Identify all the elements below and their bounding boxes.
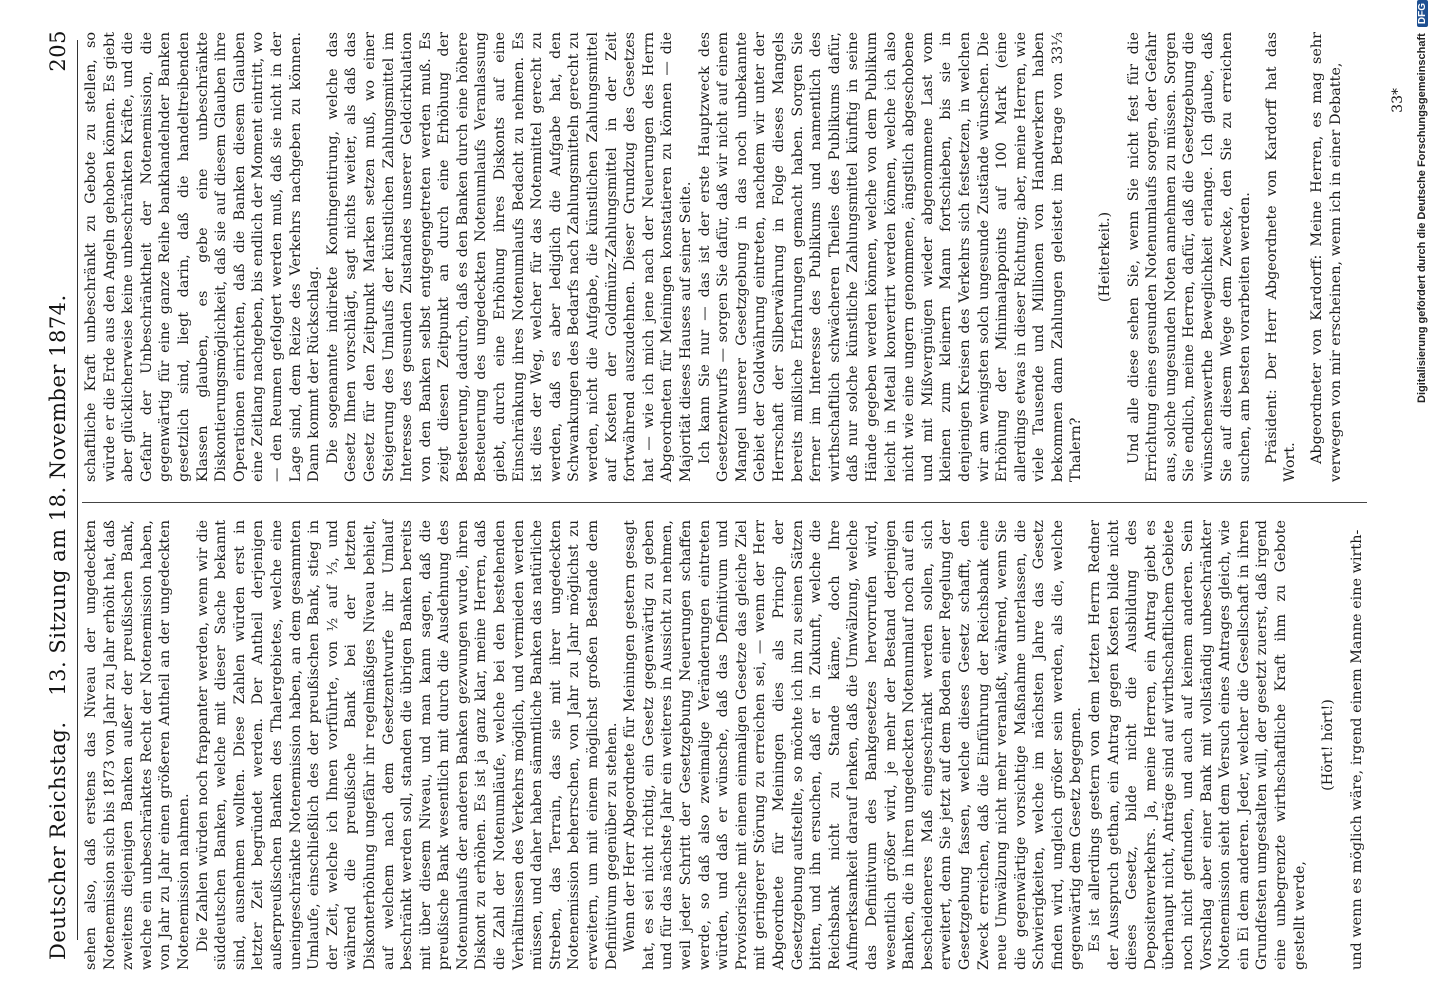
header-rule xyxy=(77,40,78,940)
left-column xyxy=(82,520,1366,970)
paragraph: Und alle diese sehen Sie, wenn Sie nicht fest für die Errichtung eines gesunden Notenumlaufs sorgen, der Gefahr aus, solche ungesunden Noten annehmen zu müssen. Sorgen Sie endlich, meine Herren, dafür, daß die Gesetzgebung die wünschenswerthe Beweglichkeit erlange. Ich glaube, daß Sie auf diesem Wege dem Zwecke, den Sie zu erreichen suchen, am besten vorarbeiten werden. xyxy=(1125,32,1254,482)
paragraph: Abgeordneter von Kardorff: Meine Herren, es mag sehr verwegen von mir erscheinen, wenn ich in einer Debatte, xyxy=(1309,32,1344,482)
paragraph: Präsident: Der Herr Abgeordnete von Kardorff hat das Wort. xyxy=(1263,32,1299,482)
paragraph: sehen also, daß erstens das Niveau der ungedeckten Notenemission sich bis 1873 von Jahr zu Jahr erhöht hat, daß zweitens diejenigen Banken außer der preußischen Bank, welche ein unbeschränktes Recht der Notenemission haben, von Jahr zu Jahr einen größeren Antheil an der ungedeckten Notenemission nahmen. xyxy=(83,520,192,970)
paragraph: Wenn der Herr Abgeordnete für Meiningen gestern gesagt hat, es sei nicht richtig, ein Gesetz gegenwärtig zu geben und für das nächste Jahr ein weiteres in Aussicht zu nehmen, weil jeder Schritt der Gesetzgebung Neuerungen schaffen werde, so daß also zweimalige Veränderungen eintreten würden, und daß er wünsche, daß das Definitivum und Provisorische mit einem einmaligen Gesetze das gleiche Ziel mit geringerer Störung zu erreichen sei, — wenn der Herr Abgeordnete für Meiningen dies als Princip der Gesetzgebung aufstellte, so möchte ich ihn zu seinen Sätzen bitten, und ihn ersuchen, daß er in Zukunft, welche die Reichsbank nicht zu Stande käme, doch Ihre Aufmerksamkeit darauf lenken, daß die Umwälzung, welche das Definitivum des Bankgesetzes hervorrufen wird, wesentlich größer wird, je mehr der Bestand derjenigen Banken, die in ihren ungedeckten Notenumlauf noch auf ein bescheideneres Maß eingeschränkt werden sollen, sich erweitert, denn Sie jetzt auf dem Boden einer Regelung der Gesetzgebung fassen, welche dieses Gesetz schafft, den Zweck erreichen, daß die Einführung der Reichsbank eine neue Umwälzung nicht mehr veranlaßt, während, wenn Sie die gegenwärtige vorsichtige Maßnahme unterlassen, die Schwierigkeiten, welche im nächsten Jahre das Gesetz finden wird, ungleich größer sein werden, als die, welche gegenwärtig dem Gesetz begegnen. xyxy=(622,520,1085,970)
paragraph: Es ist allerdings gestern von dem letzten Herrn Redner der Ausspruch gethan, ein Antrag gegen Kosten bilde nicht dieses Gesetz, bilde nicht die Ausbildung des Depositenverkehrs. Ja, meine Herren, ein Antrag giebt es überhaupt nicht, Anträge sind auf wirthschaftlichem Gebiete noch nicht gefunden, und auch auf keinem anderen. Sein Vorschlag aber einer Bank mit vollständig unbeschränkter Notenemission sieht dem Versuch eines Antrages gleich, wie ein Ei dem anderen. Jeder, welcher die Gesellschaft in ihren Grundfesten umgestalten will, der gesetzt zuerst, daß irgend eine unbegrenzte wirthschaftliche Kraft ihm zu Gebote gestellt werde, xyxy=(1087,520,1308,970)
header-session: 13. Sitzung am 18. November 1874. xyxy=(46,294,70,696)
digitization-note xyxy=(1416,0,1432,1000)
paragraph: Ich kann Sie nur — das ist der erste Hauptzweck des Gesetzentwurfs — sorgen Sie dafür, daß wir nicht auf einem Mangel unserer Gesetzgebung in das noch unbekannte Gebiet der Goldwährung eintreten, nachdem wir unter der Herrschaft der Silberwährung in Folge dieses Mangels bereits mißliche Erfahrungen gemacht haben. Sorgen Sie ferner im Interesse des Publikums und namentlich des wirthschaftlich schwächeren Theiles des Publikums dafür, daß nur solche künstliche Zahlungsmittel künftig in seine Hände gegeben werden können, welche von dem Publikum leicht in Metall konvertirt werden können, welche ich also nicht wie eine ungern genommene, ängstlich abgeschobene und mit Mißvergnügen wieder abgenommene Last vom kleinen zum kleinern Mann fortschieben, bis sie in denjenigen Kreisen des Verkehrs sich festsetzen, in welchen wir am wenigsten solch ungesunde Zustände wünschen. Die Erhöhung der Minimalappoints auf 100 Mark (eine allerdings etwas in dieser Richtung; aber, meine Herren, wie viele Tausende und Millionen von Handwerkern haben bekommen dann Zahlungen geleistet im Betrage von 33⅓ Thalern? xyxy=(696,32,1085,482)
interjection: (Heiterkeit.) xyxy=(1097,211,1114,303)
interjection: (Hört! hört!) xyxy=(1320,699,1337,791)
header-page-number: 205 xyxy=(46,30,70,72)
column-divider xyxy=(82,502,1367,503)
page-header xyxy=(42,30,76,960)
dfg-logo: DFG xyxy=(1417,0,1428,27)
header-publication: Deutscher Reichstag. xyxy=(46,721,70,960)
signature-mark: 33* xyxy=(1390,88,1406,113)
paragraph: Die sogenannte indirekte Kontingentirung, welche das Gesetz Ihnen vorschlägt, sagt nichts weiter, als daß das Gesetz für den Zeitpunkt Marken setzen muß, wo einer Steigerung des Umlaufs der künstlichen Zahlungsmittel im Interesse des gesunden Zustandes unserer Geldcirkulation von den Banken selbst entgegengetreten werden muß. Es zeigt diesen Zeitpunkt an durch eine Erhöhung der Besteuerung, dadurch, daß es den Banken durch eine höhere Besteuerung des ungedeckten Notenumlaufs Veranlassung giebt, durch eine Erhöhung ihres Diskonts auf eine Einschränkung ihres Notenumlaufs Bedacht zu nehmen. Es ist dies der Weg, welcher für das Notenmittel gerecht zu werden, daß es aber lediglich die Aufgabe hat, den Schwankungen des Bedarfs nach Zahlungsmitteln gerecht zu werden, nicht die Aufgabe, die künstlichen Zahlungsmittel auf Kosten der Goldmünz-Zahlungsmittel in der Zeit fortwährend auszudehnen. Dieser Grundzug des Gesetzes hat — wie ich mich jene nach der Neuerungen des Herrn Abgeordneten für Meiningen konstatieren zu können — die Majorität dieses Hauses auf seiner Seite. xyxy=(324,32,694,482)
paragraph: und wenn es möglich wäre, irgend einem Manne eine wirth- xyxy=(1348,529,1365,970)
digitization-note-text: Digitalisierung gefördert durch die Deutsche Forschungsgemeinschaft xyxy=(1416,33,1428,403)
paragraph: schaftliche Kraft unbeschränkt zu Gebote zu stellen, so würde er die Erde aus den Angeln gehoben können. Es giebt aber glücklicherweise keine unbeschränkten Kräfte, und die Gefahr der Unbeschränktheit der Notenemission, die gegenwärtig für eine ganze Reihe bankhandelnder Banken gesetzlich sind, liegt darin, daß die handeltreibenden Klassen glauben, es gebe eine unbeschränkte Diskontierungsmöglichkeit, daß sie auf diesem Glauben ihre Operationen einrichten, daß die Banken diesem Glauben eine Zeitlang nachgeben, bis endlich der Moment eintritt, wo — den Reumen gefolgert werden muß, daß sie nicht in der Lage sind, dem Reize des Verkehrs nachgeben zu können. Dann kommt der Rückschlag. xyxy=(83,32,323,482)
paragraph: Die Zahlen würden noch frappanter werden, wenn wir die süddeutschen Banken, welche mit dieser Sache bekannt sind, ausnehmen wollten. Diese Zahlen würden erst in letzter Zeit begründet werden. Der Antheil derjenigen außerpreußischen Banken des Thalergebietes, welche eine uneingeschränkte Notenemission haben, an dem gesammten Umlaufe, einschließlich des der preußischen Bank, stieg in der Zeit, welche ich Ihnen vorführte, von ½ auf ⅓, und während die preußische Bank bei der letzten Diskonterhöhung ungefähr ihr regelmäßiges Niveau behielt, auf welchem nach dem Gesetzentwurfe ihr Umlauf beschränkt werden soll, standen die übrigen Banken bereits mit über diesem Niveau, und man kann sagen, daß die preußische Bank wesentlich mit durch die Ausdehnung des Notenumlaufs der anderen Banken gezwungen wurde, ihren Diskont zu erhöhen. Es ist ja ganz klar, meine Herren, daß die Zahl der Notenumläufe, welche bei den bestehenden Verhältnissen des Verkehrs möglich, und vermieden werden müssen, und daher haben sämmtliche Banken das natürliche Streben, das Terrain, das sie mit ihrer ungedeckten Notenemission beherrschen, von Jahr zu Jahr möglichst zu erweitern, um mit einem möglichst großen Bestande dem Definitivum gegenüber zu stehen. xyxy=(194,520,620,970)
right-column xyxy=(82,32,1345,482)
